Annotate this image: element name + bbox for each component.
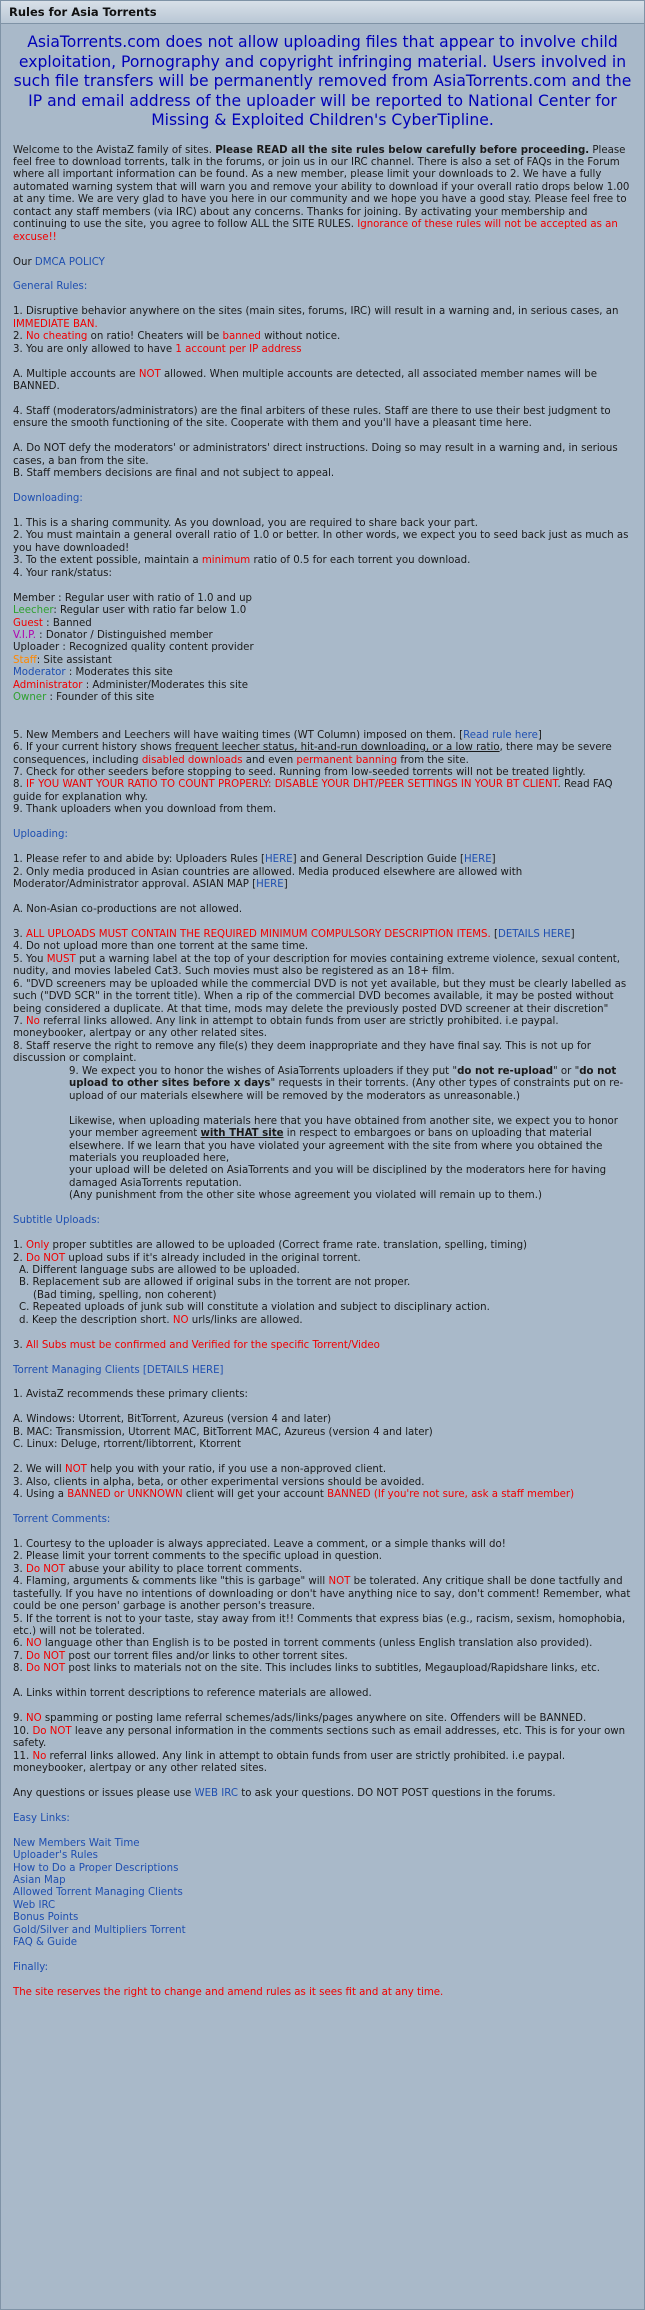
dmca-policy-link[interactable]: DMCA POLICY	[34, 256, 105, 268]
legal-notice: AsiaTorrents.com does not allow uploading files that appear to involve child exploitation, Pornography and copyright infringing material. Users involved in such file transfers will be permanently removed from AsiaTorrents.com and the IP and email address of the uploader will be reported to National Center for Missing & Exploited Children's CyberTipline.	[13, 33, 632, 129]
rank-item: V.I.P. : Donator / Distinguished member	[13, 630, 213, 642]
rank-item: Guest : Banned	[13, 617, 92, 629]
easy-link-asian-map[interactable]: Asian Map	[13, 1875, 66, 1887]
section-title-clients: Torrent Managing Clients [DETAILS HERE]	[13, 1364, 224, 1376]
easy-link-uploaders-rules[interactable]: Uploader's Rules	[13, 1850, 98, 1862]
section-title-subtitles: Subtitle Uploads:	[13, 1215, 100, 1227]
dmca-line: Our DMCA POLICY	[13, 256, 105, 268]
page-title: Rules for Asia Torrents	[1, 1, 644, 24]
rank-item: Leecher: Regular user with ratio far below 1.0	[13, 605, 247, 617]
details-here-link[interactable]: DETAILS HERE	[497, 928, 571, 940]
section-title-general: General Rules:	[13, 281, 88, 293]
clients-details-link[interactable]: [DETAILS HERE]	[142, 1364, 224, 1376]
easy-link-clients[interactable]: Allowed Torrent Managing Clients	[13, 1887, 183, 1899]
web-irc-link[interactable]: WEB IRC	[194, 1787, 238, 1799]
uploaders-rules-link[interactable]: HERE	[264, 854, 293, 866]
read-rule-link[interactable]: Read rule here	[463, 729, 538, 741]
intro-paragraph: Welcome to the AvistaZ family of sites. Please READ all the site rules below carefully before proceeding. Please feel free to download torrents, talk in the forums, or join us in our IRC channel. There is also a set of FAQs in the Forum where all important information can be found. As a new member, please limit your downloads to 2. We have a fully automated warning system that will warn you and remove your ability to download if your overall ratio drops below 1.00 at any time. We are very glad to have you here in our community and we hope you have a good stay. Please feel free to contact any staff members (via IRC) about any concerns. Thanks for joining. By activating your membership and continuing to use the site, you agree to follow ALL the SITE RULES. Ignorance of these rules will not be accepted as an excuse!!	[13, 144, 630, 243]
easy-links-list	[13, 1838, 632, 1950]
rank-item: Staff: Site assistant	[13, 654, 112, 666]
easy-link-gold-silver[interactable]: Gold/Silver and Multipliers Torrent	[13, 1924, 186, 1936]
rank-item: Administrator : Administer/Moderates this site	[13, 679, 249, 691]
finally-text: The site reserves the right to change and amend rules as it sees fit and at any time.	[13, 1987, 444, 1999]
easy-link-descriptions[interactable]: How to Do a Proper Descriptions	[13, 1862, 179, 1874]
easy-link-bonus-points[interactable]: Bonus Points	[13, 1912, 79, 1924]
section-title-finally: Finally:	[13, 1962, 49, 1974]
asian-map-link[interactable]: HERE	[256, 879, 284, 891]
section-title-easy-links: Easy Links:	[13, 1812, 70, 1824]
rank-item: Member : Regular user with ratio of 1.0 and up	[13, 592, 252, 604]
section-title-uploading: Uploading:	[13, 829, 68, 841]
description-guide-link[interactable]: HERE	[464, 854, 492, 866]
rank-item: Uploader : Recognized quality content provider	[13, 642, 254, 654]
section-title-comments: Torrent Comments:	[13, 1513, 111, 1525]
easy-link-web-irc[interactable]: Web IRC	[13, 1899, 56, 1911]
easy-link-wait-time[interactable]: New Members Wait Time	[13, 1837, 140, 1849]
rank-item: Moderator : Moderates this site	[13, 667, 173, 679]
easy-link-faq[interactable]: FAQ & Guide	[13, 1937, 78, 1949]
section-title-downloading: Downloading:	[13, 493, 83, 505]
rules-content: Welcome to the AvistaZ family of sites. Please READ all the site rules below carefully before proceeding. Please feel free to download torrents, talk in the forums, or join us in our IRC channel. There is also a set of FAQs in the Forum where all important information can be found. As a new member, please limit your downloads to 2. We have a fully automated warning system that will warn you and remove your ability to download if your overall ratio drops below 1.00 at any time. We are very glad to have you here in our community and we hope you have a good stay. Please feel free to contact any staff members (via IRC) about any concerns. Thanks for joining. By activating your membership and continuing to use the site, you agree to follow ALL the SITE RULES. Ignorance of these rules will not be accepted as an excuse!! Our DMCA POLICY General Rules: 1. Disruptive behavior anywhere on the sites (main sites, forums, IRC) will result in a warning and, in serious cases, an IMMEDIATE BAN. 2. No cheating on ratio! Cheaters will be banned without notice. 3. You are only allowed to have 1 account per IP address A. Multiple accounts are NOT allowed. When multiple accounts are detected, all associated member names will be BANNED. 4. Staff (moderators/administrators) are the final arbiters of these rules. Staff are there to use their best judgment to ensure the smooth functioning of the site. Cooperate with them and you'll have a pleasant time here. A. Do NOT defy the moderators' or administrators' direct instructions. Doing so may result in a warning and, in serious cases, a ban from the site. B. Staff members decisions are final and not subject to appeal. Downloading: 1. This is a sharing community. As you download, you are required to share back your part. 2. You must maintain a general overall ratio of 1.0 or better. In other words, we expect you to seed back just as much as you have downloaded! 3. To the extent possible, maintain a minimum ratio of 0.5 for each torrent you download. 4. Your rank/status: Member : Regular user with ratio of 1.0 and up Leecher: Regular user with ratio far below 1.0 Guest : Banned V.I.P. : Donator / Distinguished member Uploader : Recognized quality content provider Staff: Site assistant Moderator : Moderates this site Administrator : Administer/Moderates this site Owner : Founder of this site 5. New Members and Leechers will have waiting times (WT Column) imposed on them. [Read rule here] 6. If your current history shows frequent leecher status, hit-and-run downloading, or a low ratio, there may be severe consequences, including disabled downloads and even permanent banning from the site. 7. Check for other seeders before stopping to seed. Running from low-seeded torrents will not be treated lightly. 8. IF YOU WANT YOUR RATIO TO COUNT PROPERLY: DISABLE YOUR DHT/PEER SETTINGS IN YOUR BT CLIENT. Read FAQ guide for explanation why. 9. Thank uploaders when you download from them. Uploading: 1. Please refer to and abide by: Uploaders Rules [HERE] and General Description Guide [HERE] 2. Only media produced in Asian countries are allowed. Media produced elsewhere are allowed with Moderator/Administrator approval. ASIAN MAP [HERE] A. Non-Asian co-productions are not allowed. 3. ALL UPLOADS MUST CONTAIN THE REQUIRED MINIMUM COMPULSORY DESCRIPTION ITEMS. [DETAILS HERE] 4. Do not upload more than one torrent at the same time. 5. You MUST put a warning label at the top of your description for movies containing extreme violence, sexual content, nudity, and movies labeled Cat3. Such movies must also be registered as an 18+ film. 6. "DVD screeners may be uploaded while the commercial DVD is not yet available, but they must be clearly labelled as such ("DVD SCR" in the torrent title). When a rip of the commercial DVD becomes available, it may be posted without being considered a duplicate. At that time, mods may delete the previously posted DVD screener at their discretion" 7. No referral links allowed. Any link in attempt to obtain funds from user are strictly prohibited. i.e paypal. moneybooker, alertpay or any other related sites. 8. Staff reserve the right to remove any file(s) they deem inappropriate and they have final say. This is not up for discussion or complaint. 9. We expect you to honor the wishes of AsiaTorrents uploaders if they put "do not re-upload" or "do not upload to other sites before x days" requests in their torrents. (Any other types of constraints put on re-upload of our materials elsewhere will be removed by the moderators as unreasonable.) Likewise, when uploading materials here that you have obtained from another site, we expect you to honor your member agreement with THAT site in respect to embargoes or bans on uploading that material elsewhere. If we learn that you have violated your agreement with the site from where you obtained the materials you reuploaded here, your upload will be deleted on AsiaTorrents and you will be disciplined by the moderators here for having damaged AsiaTorrents reputation. (Any punishment from the other site whose agreement you violated will remain up to them.) Subtitle Uploads: 1. Only proper subtitles are allowed to be uploaded (Correct frame rate. translation, spelling, timing) 2. Do NOT upload subs if it's already included in the original torrent. A. Different language subs are allowed to be uploaded. B. Replacement sub are allowed if original subs in the torrent are not proper. (Bad timing, spelling, non coherent) C. Repeated uploads of junk sub will constitute a violation and subject to disciplinary action. d. Keep the description short. NO urls/links are allowed. 3. All Subs must be confirmed and Verified for the specific Torrent/Video Torrent Managing Clients [DETAILS HERE] 1. AvistaZ recommends these primary clients: A. Windows: Utorrent, BitTorrent, Azureus (version 4 and later) B. MAC: Transmission, Utorrent MAC, BitTorrent MAC, Azureus (version 4 and later) C. Linux: Deluge, rtorrent/libtorrent, Ktorrent 2. We will NOT help you with your ratio, if you use a non-approved client. 3. Also, clients in alpha, beta, or other experimental versions should be avoided. 4. Using a BANNED or UNKNOWN client will get your account BANNED (If you're not sure, ask a staff member) Torrent Comments: 1. Courtesy to the uploader is always appreciated. Leave a comment, or a simple thanks will do! 2. Please limit your torrent comments to the specific upload in question. 3. Do NOT abuse your ability to place torrent comments. 4. Flaming, arguments & comments like "this is garbage" will NOT be tolerated. Any critique shall be done tactfully and tastefully. If you have no intentions of downloading or don't have anything nice to say, don't comment! Remember, what could be one person' garbage is another person's treasure. 5. If the torrent is not to your taste, stay away from it!! Comments that express bias (e.g., racism, sexism, homophobia, etc.) will not be tolerated. 6. NO language other than English is to be posted in torrent comments (unless English translation also provided). 7. Do NOT post our torrent files and/or links to other torrent sites. 8. Do NOT post links to materials not on the site. This includes links to subtitles, Megaupload/Rapidshare links, etc. A. Links within torrent descriptions to reference materials are allowed. 9. NO spamming or posting lame referral schemes/ads/links/pages anywhere on site. Offenders will be BANNED. 10. Do NOT leave any personal information in the comments sections such as email addresses, etc. This is for your own safety. 11. No referral links allowed. Any link in attempt to obtain funds from user are strictly prohibited. i.e paypal. moneybooker, alertpay or any other related sites. Any questions or issues please use WEB IRC to ask your questions. DO NOT POST questions in the forums. Easy Links: New Members Wait Time Uploader's Rules How to Do a Proper Descriptions Asian Map Allowed Torrent Managing Clients Web IRC Bonus Points Gold/Silver and Multipliers Torrent FAQ & Guide Finally: The site reserves the right to change and amend rules as it sees fit and at any time.	[13, 144, 631, 1999]
rank-list	[13, 593, 632, 705]
rank-item: Owner : Founder of this site	[13, 692, 155, 704]
